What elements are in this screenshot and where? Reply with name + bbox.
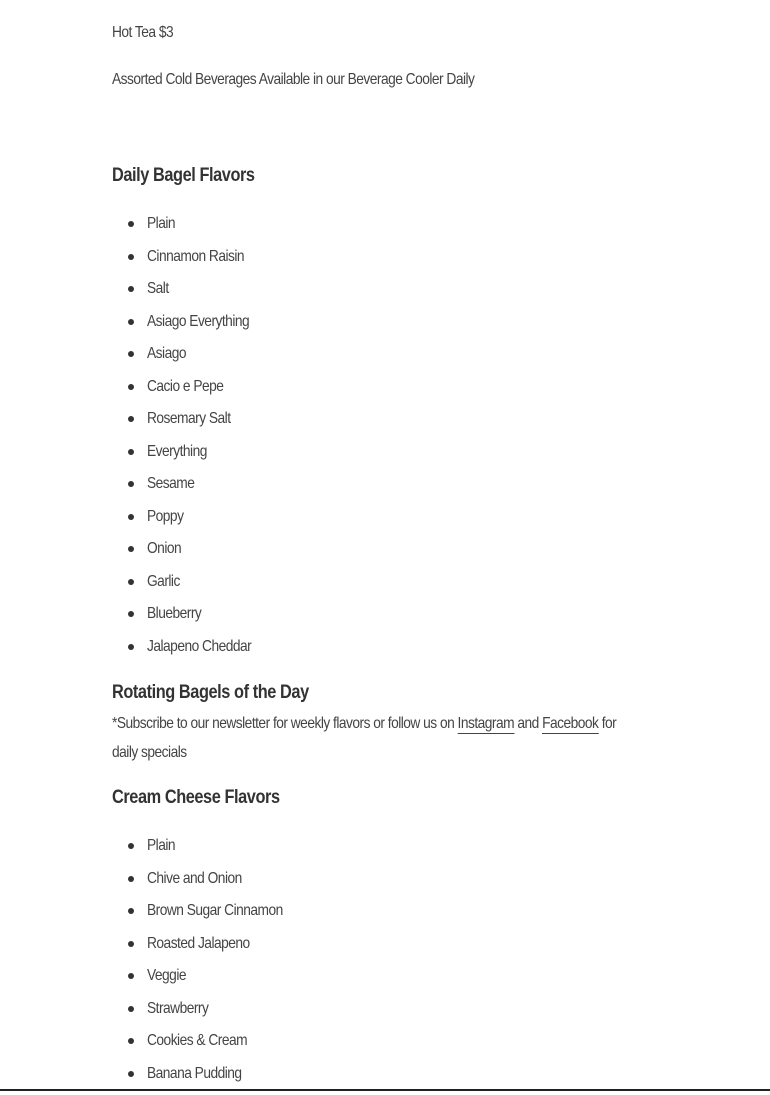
- bullet-icon: [128, 384, 134, 390]
- facebook-link[interactable]: Facebook: [542, 715, 599, 732]
- cream-cheese-flavor: Banana Pudding: [147, 1064, 242, 1082]
- bagel-flavor: Garlic: [147, 572, 180, 590]
- bullet-icon: [128, 286, 134, 292]
- bagel-flavor: Sesame: [147, 475, 195, 492]
- bagel-flavor: Salt: [147, 280, 169, 297]
- bullet-icon: [128, 481, 134, 487]
- daily-bagel-flavors-heading: Daily Bagel Flavors: [112, 165, 255, 186]
- cream-cheese-flavor: Brown Sugar Cinnamon: [147, 902, 283, 919]
- bullet-icon: [128, 843, 134, 849]
- bullet-icon: [128, 221, 134, 227]
- subscribe-text: *Subscribe to our newsletter for weekly flavors or follow us on: [112, 715, 458, 732]
- cream-cheese-flavor: Roasted Jalapeno: [147, 934, 250, 952]
- bullet-icon: [128, 449, 134, 455]
- subscribe-note: [112, 709, 645, 767]
- bagel-flavor: Onion: [147, 540, 182, 557]
- bagel-flavor: Rosemary Salt: [147, 410, 231, 427]
- cream-cheese-flavor: Strawberry: [147, 999, 209, 1017]
- bullet-icon: [128, 1006, 134, 1012]
- bagel-flavor: Asiago Everything: [147, 312, 250, 330]
- bullet-icon: [128, 514, 134, 520]
- bullet-icon: [128, 941, 134, 947]
- hot-tea-price: Hot Tea $3: [112, 24, 174, 41]
- bullet-icon: [128, 876, 134, 882]
- cold-beverages-note: Assorted Cold Beverages Available in our Beverage Cooler Daily: [112, 71, 475, 88]
- bullet-icon: [128, 579, 134, 585]
- bullet-icon: [128, 973, 134, 979]
- instagram-link[interactable]: Instagram: [457, 715, 515, 732]
- bagel-flavor: Blueberry: [147, 605, 202, 622]
- bullet-icon: [128, 546, 134, 552]
- bullet-icon: [128, 1038, 134, 1044]
- rotating-bagels-heading: Rotating Bagels of the Day: [112, 682, 309, 703]
- bagel-flavor: Everything: [147, 442, 207, 460]
- bullet-icon: [128, 351, 134, 357]
- daily-specials-text: for daily specials: [112, 715, 617, 761]
- bagel-flavor: Plain: [147, 215, 176, 232]
- bullet-icon: [128, 416, 134, 422]
- and-text: and: [514, 715, 543, 732]
- bullet-icon: [128, 319, 134, 325]
- bullet-icon: [128, 1071, 134, 1077]
- cream-cheese-flavor: Cookies & Cream: [147, 1032, 248, 1049]
- cream-cheese-flavor: Chive and Onion: [147, 869, 242, 887]
- bullet-icon: [128, 254, 134, 260]
- bagel-flavor: Poppy: [147, 507, 184, 525]
- bagel-flavor: Cinnamon Raisin: [147, 247, 245, 265]
- cream-cheese-flavor: Plain: [147, 837, 176, 854]
- bullet-icon: [128, 644, 134, 650]
- bagel-flavor: Jalapeno Cheddar: [147, 637, 252, 655]
- cream-cheese-flavor: Veggie: [147, 967, 186, 984]
- cream-cheese-flavors-heading: Cream Cheese Flavors: [112, 787, 280, 808]
- bagel-flavor: Cacio e Pepe: [147, 377, 224, 395]
- bagel-flavor: Asiago: [147, 345, 186, 362]
- bullet-icon: [128, 908, 134, 914]
- bullet-icon: [128, 611, 134, 617]
